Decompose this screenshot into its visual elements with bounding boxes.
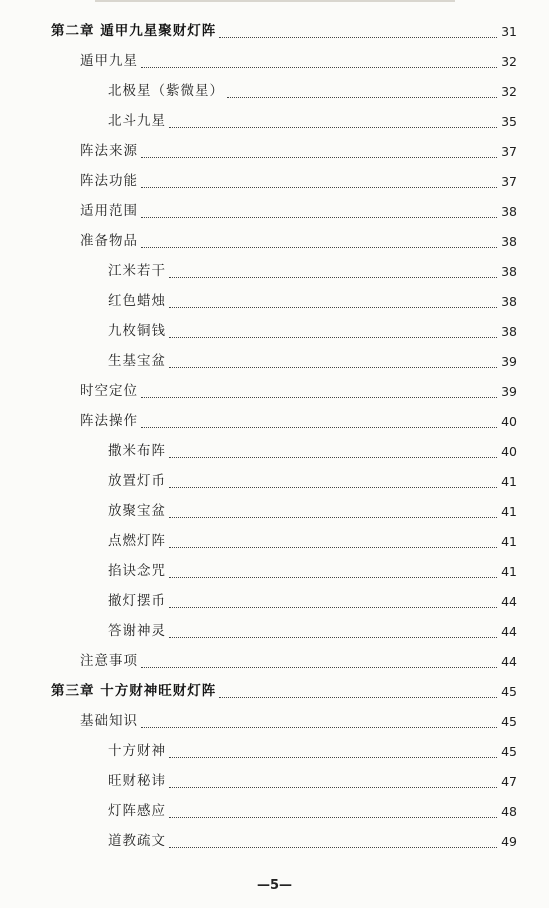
toc-page-number: 39 [501,383,517,399]
toc-section-entry[interactable] [0,47,549,77]
toc-page-number: 31 [501,23,517,39]
toc-page-number: 41 [501,473,517,489]
toc-entry-title: 第二章 遁甲九星聚财灯阵 [51,23,217,40]
toc-subsection-entry[interactable] [0,797,549,827]
toc-entry-title: 阵法功能 [80,173,138,190]
toc-entry-title: 适用范围 [80,203,138,220]
page-top-edge [95,0,455,2]
toc-page-number: 45 [501,743,517,759]
toc-page-number: 49 [501,833,517,849]
toc-entry-title: 基础知识 [80,713,138,730]
toc-page-number: 44 [501,623,517,639]
dot-leader [141,217,497,218]
dot-leader [169,307,497,308]
toc-entry-title: 注意事项 [80,653,138,670]
toc-entry-title: 灯阵感应 [108,803,166,820]
toc-section-entry[interactable] [0,167,549,197]
toc-subsection-entry[interactable] [0,827,549,857]
dot-leader [219,697,497,698]
dot-leader [169,517,497,518]
toc-subsection-entry[interactable] [0,287,549,317]
toc-section-entry[interactable] [0,137,549,167]
toc-page-number: 38 [501,263,517,279]
dot-leader [141,157,497,158]
dot-leader [141,67,497,68]
toc-entry-title: 道教疏文 [108,833,166,850]
dot-leader [169,487,497,488]
toc-page-number: 40 [501,413,517,429]
toc-subsection-entry[interactable] [0,767,549,797]
dot-leader [141,247,497,248]
toc-chapter-entry[interactable] [0,17,549,47]
toc-subsection-entry[interactable] [0,557,549,587]
toc-entry-title: 北斗九星 [108,113,166,130]
toc-entry-title: 江米若干 [108,263,166,280]
toc-chapter-entry[interactable] [0,677,549,707]
toc-entry-title: 九枚铜钱 [108,323,166,340]
toc-entry-title: 答谢神灵 [108,623,166,640]
dot-leader [169,547,497,548]
toc-entry-title: 第三章 十方财神旺财灯阵 [51,683,217,700]
toc-section-entry[interactable] [0,707,549,737]
dot-leader [141,427,497,428]
toc-section-entry[interactable] [0,227,549,257]
dot-leader [169,607,497,608]
toc-page-number: 32 [501,83,517,99]
dot-leader [141,727,497,728]
dot-leader [227,97,497,98]
dot-leader [169,127,497,128]
toc-page-number: 38 [501,203,517,219]
toc-entry-title: 掐诀念咒 [108,563,166,580]
toc-page-number: 32 [501,53,517,69]
toc-subsection-entry[interactable] [0,437,549,467]
dot-leader [169,337,497,338]
toc-page-number: 38 [501,323,517,339]
toc-entry-title: 时空定位 [80,383,138,400]
toc-subsection-entry[interactable] [0,467,549,497]
toc-subsection-entry[interactable] [0,347,549,377]
toc-section-entry[interactable] [0,647,549,677]
dot-leader [169,757,497,758]
toc-subsection-entry[interactable] [0,527,549,557]
toc-section-entry[interactable] [0,377,549,407]
toc-entry-title: 点燃灯阵 [108,533,166,550]
toc-section-entry[interactable] [0,407,549,437]
toc-section-entry[interactable] [0,197,549,227]
dot-leader [141,667,497,668]
toc-entry-title: 阵法来源 [80,143,138,160]
toc-entry-title: 准备物品 [80,233,138,250]
toc-page-number: 38 [501,233,517,249]
toc-page-number: 44 [501,593,517,609]
toc-entry-title: 北极星（紫微星） [108,83,224,100]
toc-page-number: 35 [501,113,517,129]
toc-page-number: 39 [501,353,517,369]
toc-subsection-entry[interactable] [0,77,549,107]
toc-page-number: 37 [501,173,517,189]
dot-leader [141,187,497,188]
toc-entry-title: 遁甲九星 [80,53,138,70]
toc-page-number: 40 [501,443,517,459]
toc-subsection-entry[interactable] [0,587,549,617]
toc-page-number: 38 [501,293,517,309]
toc-entry-title: 撒米布阵 [108,443,166,460]
toc-entry-title: 放聚宝盆 [108,503,166,520]
dot-leader [219,37,497,38]
toc-page-number: 37 [501,143,517,159]
toc-page-number: 41 [501,503,517,519]
toc-subsection-entry[interactable] [0,617,549,647]
toc-page-number: 41 [501,533,517,549]
dot-leader [169,787,497,788]
toc-subsection-entry[interactable] [0,737,549,767]
toc-page-number: 48 [501,803,517,819]
toc-subsection-entry[interactable] [0,317,549,347]
toc-subsection-entry[interactable] [0,257,549,287]
toc-entry-title: 撤灯摆币 [108,593,166,610]
table-of-contents [0,17,549,857]
toc-page-number: 45 [501,713,517,729]
dot-leader [141,397,497,398]
toc-entry-title: 旺财秘讳 [108,773,166,790]
dot-leader [169,817,497,818]
dot-leader [169,457,497,458]
dot-leader [169,577,497,578]
toc-entry-title: 生基宝盆 [108,353,166,370]
toc-page-number: 45 [501,683,517,699]
dot-leader [169,277,497,278]
dot-leader [169,367,497,368]
toc-entry-title: 红色蜡烛 [108,293,166,310]
toc-page-number: 47 [501,773,517,789]
toc-entry-title: 阵法操作 [80,413,138,430]
page-number: —5— [256,878,293,893]
dot-leader [169,847,497,848]
toc-entry-title: 十方财神 [108,743,166,760]
toc-page-number: 44 [501,653,517,669]
toc-subsection-entry[interactable] [0,497,549,527]
toc-page-number: 41 [501,563,517,579]
toc-entry-title: 放置灯币 [108,473,166,490]
dot-leader [169,637,497,638]
toc-subsection-entry[interactable] [0,107,549,137]
